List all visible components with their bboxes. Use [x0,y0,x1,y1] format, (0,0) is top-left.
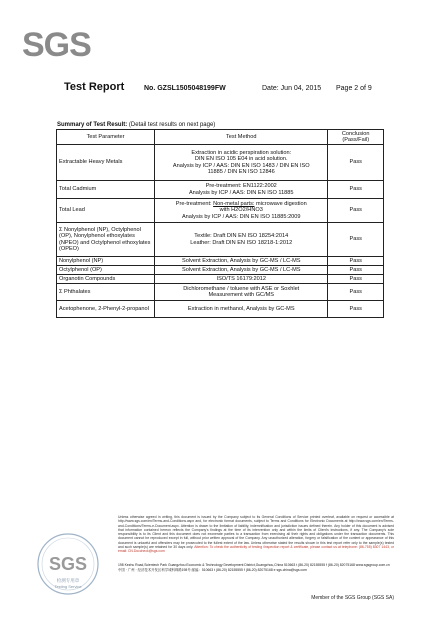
method-line: Leather: Draft DIN EN ISO 18218-1:2012 [190,239,293,246]
conclusion: Pass [328,181,384,199]
method-line: Analysis by ICP / AAS: DIN EN ISO 11885 [188,189,294,196]
method-line: 11885 / DIN EN ISO 12846 [207,168,275,175]
report-date: Date: Jun 04, 2015 [262,85,322,92]
test-parameter: Total Cadmium [57,181,155,199]
header-test-parameter: Test Parameter [57,130,155,145]
table-row [57,301,384,318]
summary-heading [57,122,215,128]
sgs-logo-text: SGS [22,26,91,64]
sgs-logo [20,24,96,64]
test-parameter: Extractable Heavy Metals [57,145,155,181]
table-row [57,145,384,181]
test-parameter: Σ Nonylphenol (NP), Octylphenol (OP), Nonylphenol ethoxylates (NPEO) and Octylphenol ethoxylates (OPEO) [57,223,155,257]
stamp-sub: Testing Service [54,584,82,589]
method-line: Dichloromethane / toluene with ASE or Soxhlet [183,285,300,292]
method-line: Pre-treatment: EN1122:2002 [205,183,277,190]
table-row [57,284,384,301]
table-row [57,275,384,284]
test-parameter: Acetophenone, 2-Phenyl-2-propanol [57,301,155,318]
method-rest: microwave digestion [254,201,307,208]
method-prefix: Pre-treatment: [175,201,214,208]
test-parameter: Σ Phthalates [57,284,155,301]
footer-disclaimer [118,515,394,553]
conclusion: Pass [328,284,384,301]
test-method: Solvent Extraction, Analysis by GC-MS / LC-MS [155,266,328,275]
method-line: DIN EN ISO 105 E04 in acid solution. [194,156,288,163]
table-row [57,199,384,223]
test-method [155,199,328,223]
conclusion: Pass [328,266,384,275]
table-header-row [57,130,384,145]
footer-address [118,563,394,573]
conclusion: Pass [328,257,384,266]
method-line: with H2O2/HNO3 [219,207,263,214]
group-membership: Member of the SGS Group (SGS SA) [311,595,394,601]
test-results-table [56,129,384,318]
table-row [57,223,384,257]
method-line: Analysis by ICP / AAS: DIN EN ISO 11885:2009 [181,213,301,220]
disclaimer-text: Unless otherwise agreed in writing, this document is issued by the Company subject to its General Conditions of Service printed overleaf, available on request or accessible at http://www.sgs.com/en/Terms-and-Conditions.aspx and, for electronic format documents, subject to Terms and Conditions for Electronic Documents at http://www.sgs.com/en/Terms-and-Conditions/Terms-e-Document.aspx. Attention is drawn to the limitation of liability, indemnification and jurisdiction issues defined therein. Any holder of this document is advised that information contained hereon reflects the Company's findings at the time of its intervention only and within the limits of Client's instructions, if any. The Company's sole responsibility is to its Client and this document does not exonerate parties to a transaction from exercising all their rights and obligations under the transaction documents. This document cannot be reproduced except in full, without prior written approval of the Company. Any unauthorized alteration, forgery or falsification of the content or appearance of this document is unlawful and offenders may be prosecuted to the fullest extent of the law. Unless otherwise stated the results shown in this test report refer only to the sample(s) tested and such sample(s) are retained for 30 days only. [118,515,394,549]
summary-note: (Detail test results on next page) [128,122,216,128]
conclusion: Pass [328,145,384,181]
test-method: ISO/TS 16179:2012 [155,275,328,284]
conclusion: Pass [328,223,384,257]
method-line: Analysis by ICP / AAS: DIN EN ISO 1483 / DIN EN ISO [172,162,310,169]
method-underlined: Non-metal parts: [213,201,255,208]
test-method [155,145,328,181]
method-line: Textile: Draft DIN EN ISO 18254:2014 [194,233,289,240]
test-method [155,223,328,257]
test-parameter: Octylphenol (OP) [57,266,155,275]
report-number: No. GZSL1505048199FW [144,85,226,92]
table-row [57,257,384,266]
test-parameter: Organotin Compounds [57,275,155,284]
summary-label: Summary of Test Result: [57,122,128,128]
stamp-logo-text: SGS [48,554,88,574]
method-line: Measurement with GC/MS [208,292,275,298]
stamp-label: 检测专用章 [56,579,80,584]
method-line: Extraction in acidic perspiration solution: [191,150,292,156]
report-title: Test Report [64,81,125,93]
address-chinese: 中国 · 广州 · 经济技术开发区科学城科珠路198号 邮编：510663 t (86-20) 82155555 f (86-20) 82075168 e sgs.china@sgs.com [118,568,307,573]
test-method [155,181,328,199]
table-row [57,266,384,275]
conclusion: Pass [328,199,384,223]
table-row [57,181,384,199]
test-method [155,284,328,301]
test-method: Extraction in methanol, Analysis by GC-MS [155,301,328,318]
conclusion: Pass [328,275,384,284]
header-conclusion: Conclusion (Pass/Fail) [328,130,384,145]
authenticity-notice: Attention: To check the authenticity of testing /inspection report & certificate, please contact us at telephone: (86-755) 8307 1443, or email: CN.Doccheck@sgs.com [118,544,394,553]
page-number: Page 2 of 9 [336,85,372,92]
address-english: 198 Kezhu Road,Scientech Park Guangzhou Economic & Technology Development District,Guangzhou,China 510663 t (86-20) 82155555 f (86-20) 82075168 www.sgsgroup.com.cn [118,563,390,567]
test-method: Solvent Extraction, Analysis by GC-MS / LC-MS [155,257,328,266]
header-test-method: Test Method [155,130,328,145]
testing-service-stamp [30,524,110,604]
report-header [64,83,394,97]
test-parameter: Total Lead [57,199,155,223]
conclusion: Pass [328,301,384,318]
test-parameter: Nonylphenol (NP) [57,257,155,266]
